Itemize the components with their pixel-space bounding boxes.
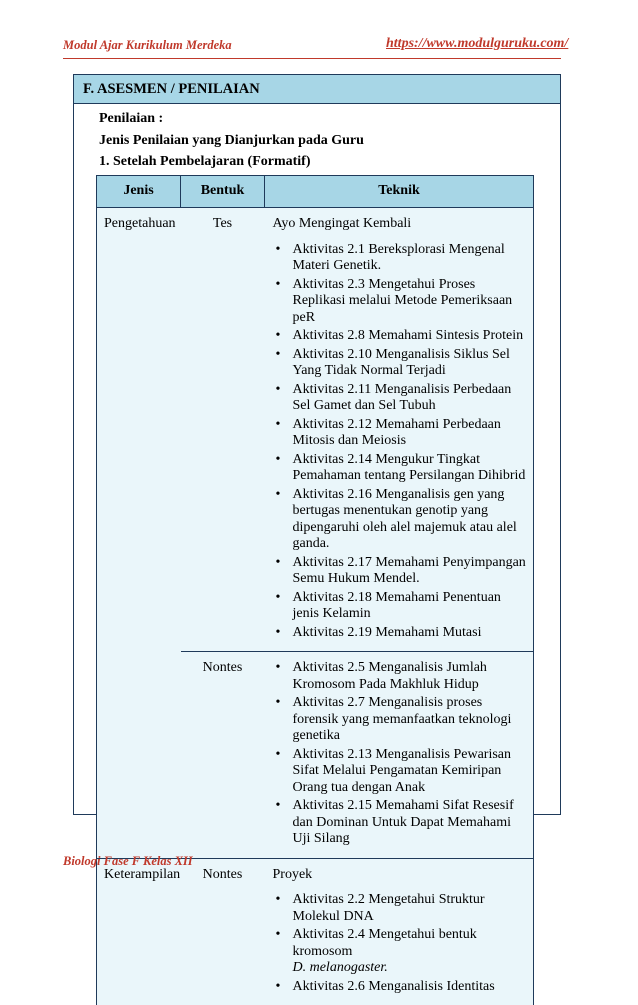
list-item: • Aktivitas 2.18 Memahami Penentuan jenis Kelamin [273,590,528,623]
list-item: • Aktivitas 2.2 Mengetahui Struktur Molekul DNA [273,892,528,925]
list-item: • Aktivitas 2.10 Menganalisis Siklus Sel Yang Tidak Normal Terjadi [273,347,528,380]
list-item: • Aktivitas 2.19 Memahami Mutasi [273,625,528,642]
teknik-title: Ayo Mengingat Kembali [272,216,412,231]
list-item: • Aktivitas 2.1 Bereksplorasi Mengenal Materi Genetik. [273,242,528,275]
header-divider [63,58,561,59]
cell-bentuk: Tes [181,208,265,652]
list-item: • Aktivitas 2.13 Menganalisis Pewarisan Sifat Melalui Pengamatan Kemiripan Orang tua dengan Anak [273,747,528,797]
list-item: • Aktivitas 2.17 Memahami Penyimpangan Semu Hukum Mendel. [273,555,528,588]
list-item: • Aktivitas 2.14 Mengukur Tingkat Pemahaman tentang Persilangan Dihibrid [273,452,528,485]
activity-list [273,242,528,642]
section-title: F. ASESMEN / PENILAIAN [74,75,560,104]
table-row [97,652,534,859]
list-item: • Aktivitas 2.8 Memahami Sintesis Protein [273,328,528,345]
header-url-link[interactable]: https://www.modulguruku.com/ [386,36,569,51]
table-row [97,858,534,1005]
list-item [273,927,528,977]
cell-jenis [97,652,181,859]
footer-course-title: Biologi Fase F Kelas XII [63,854,193,868]
cell-teknik [265,858,534,1005]
list-item-text: Aktivitas 2.4 Mengetahui bentuk kromosom [292,927,477,959]
header-bentuk: Bentuk [181,176,265,208]
list-item: • Aktivitas 2.11 Menganalisis Perbedaan Sel Gamet dan Sel Tubuh [273,382,528,415]
cell-jenis: Pengetahuan [97,208,181,652]
activity-list [273,660,528,848]
list-item: • Aktivitas 2.12 Memahami Perbedaan Mitosis dan Meiosis [273,417,528,450]
header-module-title: Modul Ajar Kurikulum Merdeka [63,38,232,52]
intro-line-penilaian: Penilaian : [99,111,164,126]
table-header-row [97,176,534,208]
intro-line-jenis: Jenis Penilaian yang Dianjurkan pada Guru [99,132,364,148]
list-item: • Aktivitas 2.3 Mengetahui Proses Replikasi melalui Metode Pemeriksaan peR [273,277,528,327]
cell-jenis: Keterampilan [97,858,181,1005]
intro-line-formatif: 1. Setelah Pembelajaran (Formatif) [99,154,311,169]
header-jenis: Jenis [97,176,181,208]
species-note: D. melanogaster. [292,960,388,975]
activity-list [273,892,528,995]
list-item: • Aktivitas 2.5 Menganalisis Jumlah Kromosom Pada Makhluk Hidup [273,660,528,693]
cell-teknik [265,208,534,652]
list-item: • Aktivitas 2.15 Memahami Sifat Resesif dan Dominan Untuk Dapat Memahami Uji Silang [273,798,528,848]
cell-bentuk: Nontes [181,858,265,1005]
teknik-title: Proyek [272,866,313,882]
assessment-table [96,175,534,1005]
intro-block [99,108,364,173]
cell-bentuk: Nontes [181,652,265,859]
header-teknik: Teknik [265,176,534,208]
list-item: • Aktivitas 2.7 Menganalisis proses forensik yang memanfaatkan teknologi genetika [273,695,528,745]
list-item: • Aktivitas 2.6 Menganalisis Identitas [273,979,528,996]
list-item: • Aktivitas 2.16 Menganalisis gen yang bertugas menentukan genotip yang dipengaruhi oleh alel majemuk atau alel ganda. [273,487,528,553]
cell-teknik [265,652,534,859]
table-row [97,208,534,652]
